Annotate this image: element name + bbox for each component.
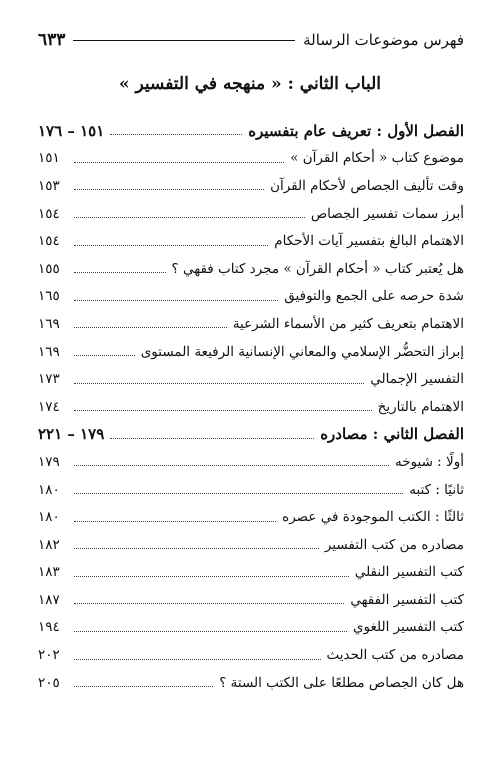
dot-leader [74, 576, 349, 577]
dot-leader [74, 189, 264, 190]
running-title: فهرس موضوعات الرسالة [303, 31, 464, 49]
toc-entry-label: مصادره من كتب التفسير [324, 536, 464, 553]
toc-entry [38, 393, 464, 421]
toc-entry-label: التفسير الإجمالي [370, 371, 464, 388]
toc-entry-label: وقت تأليف الجصاص لأحكام القرآن [270, 177, 464, 194]
toc-section-heading [38, 117, 464, 145]
dot-leader [110, 134, 242, 135]
toc-entry-page: ١٥٥ [38, 260, 60, 277]
toc-entry-label: كتب التفسير اللغوي [352, 619, 464, 636]
dot-leader [74, 410, 372, 411]
toc-entry-page: ٢٠٥ [38, 674, 60, 691]
toc-entry-label: أولًا : شيوخه [394, 453, 464, 470]
toc-entry-page: ١٩٤ [38, 619, 60, 636]
toc-entry-label: الاهتمام بالتاريخ [377, 398, 464, 415]
dot-leader [74, 245, 268, 246]
toc-entry [38, 283, 464, 311]
toc-entry [38, 503, 464, 531]
dot-leader [74, 217, 305, 218]
table-of-contents [38, 117, 464, 696]
dot-leader [74, 631, 347, 632]
toc-entry [38, 310, 464, 338]
toc-entry-page: ١٧٩ – ٢٢١ [38, 425, 105, 444]
header-rule [73, 40, 295, 41]
toc-entry-label: هل يُعتبر كتاب « أحكام القرآن » مجرد كتاب فقهي ؟ [171, 260, 464, 277]
toc-entry-page: ١٨٠ [38, 509, 60, 526]
dot-leader [110, 438, 314, 439]
toc-entry [38, 669, 464, 697]
dot-leader [74, 383, 364, 384]
toc-entry-page: ١٥١ [38, 150, 60, 167]
toc-entry [38, 255, 464, 283]
toc-entry [38, 172, 464, 200]
toc-entry-label: الاهتمام بتعريف كثير من الأسماء الشرعية [232, 315, 464, 332]
dot-leader [74, 686, 213, 687]
toc-entry-label: موضوع كتاب « أحكام القرآن » [290, 150, 464, 167]
toc-entry-label: مصادره من كتب الحديث [326, 647, 464, 664]
dot-leader [74, 493, 403, 494]
dot-leader [74, 548, 319, 549]
toc-entry-page: ١٨٧ [38, 591, 60, 608]
dot-leader [74, 162, 284, 163]
dot-leader [74, 300, 278, 301]
toc-entry-label: ثالثًا : الكتب الموجودة في عصره [282, 509, 464, 526]
toc-entry [38, 614, 464, 642]
toc-entry [38, 559, 464, 587]
toc-entry [38, 200, 464, 228]
toc-entry-page: ١٨٣ [38, 564, 60, 581]
dot-leader [74, 355, 135, 356]
toc-entry-page: ١٧٩ [38, 453, 60, 470]
toc-entry-page: ١٧٤ [38, 398, 60, 415]
toc-entry-label: أبرز سمات تفسير الجصاص [310, 205, 464, 222]
toc-entry-page: ١٦٥ [38, 288, 60, 305]
toc-entry [38, 227, 464, 255]
dot-leader [74, 659, 321, 660]
toc-entry-label: إبراز التحضُّر الإسلامي والمعاني الإنسانية الرفيعة المستوى [140, 343, 464, 360]
dot-leader [74, 327, 227, 328]
toc-entry-label: الفصل الأول : تعريف عام بتفسيره [248, 121, 464, 140]
toc-entry-label: هل كان الجصاص مطلعًا على الكتب الستة ؟ [219, 674, 464, 691]
toc-entry-page: ١٦٩ [38, 343, 60, 360]
toc-entry-label: الفصل الثاني : مصادره [320, 425, 464, 444]
toc-entry-label: كتب التفسير الفقهي [350, 591, 464, 608]
toc-entry-page: ١٨٢ [38, 536, 60, 553]
toc-entry [38, 365, 464, 393]
chapter-title: الباب الثاني : « منهجه في التفسير » [118, 74, 382, 94]
toc-entry [38, 338, 464, 366]
dot-leader [74, 603, 344, 604]
toc-entry-label: ثانيًا : كتبه [409, 481, 464, 498]
toc-entry-label: شدة حرصه على الجمع والتوفيق [284, 288, 464, 305]
toc-entry [38, 476, 464, 504]
toc-entry-page: ١٥٤ [38, 233, 60, 250]
toc-entry-label: كتب التفسير النقلي [354, 564, 464, 581]
running-header [38, 28, 464, 52]
dot-leader [74, 465, 389, 466]
toc-entry-page: ١٧٣ [38, 371, 60, 388]
toc-entry-page: ٢٠٢ [38, 647, 60, 664]
toc-entry-page: ١٥٣ [38, 177, 60, 194]
toc-entry-page: ١٥١ – ١٧٦ [38, 121, 105, 140]
toc-entry [38, 641, 464, 669]
toc-section-heading [38, 421, 464, 449]
toc-entry [38, 531, 464, 559]
toc-entry-page: ١٨٠ [38, 481, 60, 498]
toc-entry [38, 448, 464, 476]
dot-leader [74, 521, 276, 522]
dot-leader [74, 272, 166, 273]
toc-entry [38, 145, 464, 173]
page-number: ٦٣٣ [38, 30, 66, 50]
toc-entry [38, 586, 464, 614]
toc-entry-label: الاهتمام البالغ بتفسير آيات الأحكام [274, 233, 464, 250]
toc-entry-page: ١٥٤ [38, 205, 60, 222]
toc-entry-page: ١٦٩ [38, 315, 60, 332]
